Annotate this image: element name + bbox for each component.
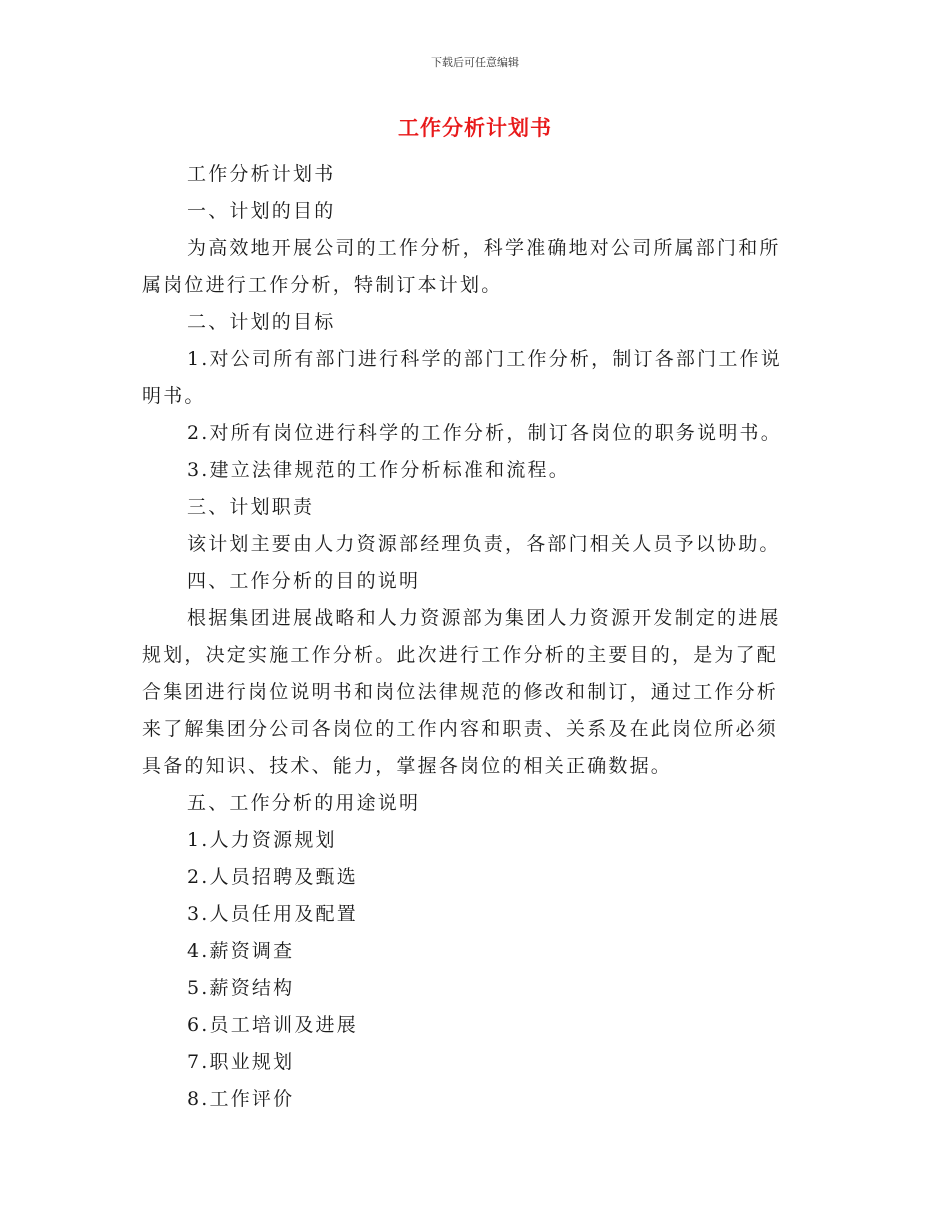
list-item: 2.对所有岗位进行科学的工作分析，制订各岗位的职务说明书。 bbox=[187, 422, 782, 444]
paragraph: 该计划主要由人力资源部经理负责，各部门相关人员予以协助。 bbox=[187, 533, 781, 555]
section-heading: 四、工作分析的目的说明 bbox=[187, 570, 421, 592]
paragraph: 为高效地开展公司的工作分析，科学准确地对公司所属部门和所属岗位进行工作分析，特制订本计划。 bbox=[142, 237, 781, 296]
section-heading: 五、工作分析的用途说明 bbox=[187, 792, 421, 814]
list-item: 5.薪资结构 bbox=[187, 977, 295, 999]
page-header: 下载后可任意编辑 bbox=[431, 56, 519, 69]
paragraph: 工作分析计划书 bbox=[187, 163, 336, 185]
document-title: 工作分析计划书 bbox=[398, 116, 552, 140]
paragraph: 根据集团进展战略和人力资源部为集团人力资源开发制定的进展规划，决定实施工作分析。此次进行工作分析的主要目的，是为了配合集团进行岗位说明书和岗位法律规范的修改和制订，通过工作分析来了解集团分公司各岗位的工作内容和职责、关系及在此岗位所必须具备的知识、技术、能力，掌握各岗位的相关正确数据。 bbox=[142, 607, 781, 777]
list-item: 2.人员招聘及甄选 bbox=[187, 866, 358, 888]
list-item: 8.工作评价 bbox=[187, 1088, 295, 1110]
list-item: 3.建立法律规范的工作分析标准和流程。 bbox=[187, 459, 570, 481]
document-body bbox=[142, 156, 792, 1118]
section-heading: 一、计划的目的 bbox=[187, 200, 336, 222]
list-item: 1.人力资源规划 bbox=[187, 829, 337, 851]
list-item: 3.人员任用及配置 bbox=[187, 903, 358, 925]
list-item: 1.对公司所有部门进行科学的部门工作分析，制订各部门工作说明书。 bbox=[142, 348, 782, 407]
section-heading: 二、计划的目标 bbox=[187, 311, 336, 333]
list-item: 4.薪资调查 bbox=[187, 940, 295, 962]
list-item: 6.员工培训及进展 bbox=[187, 1014, 358, 1036]
section-heading: 三、计划职责 bbox=[187, 496, 315, 518]
list-item: 7.职业规划 bbox=[187, 1051, 295, 1073]
